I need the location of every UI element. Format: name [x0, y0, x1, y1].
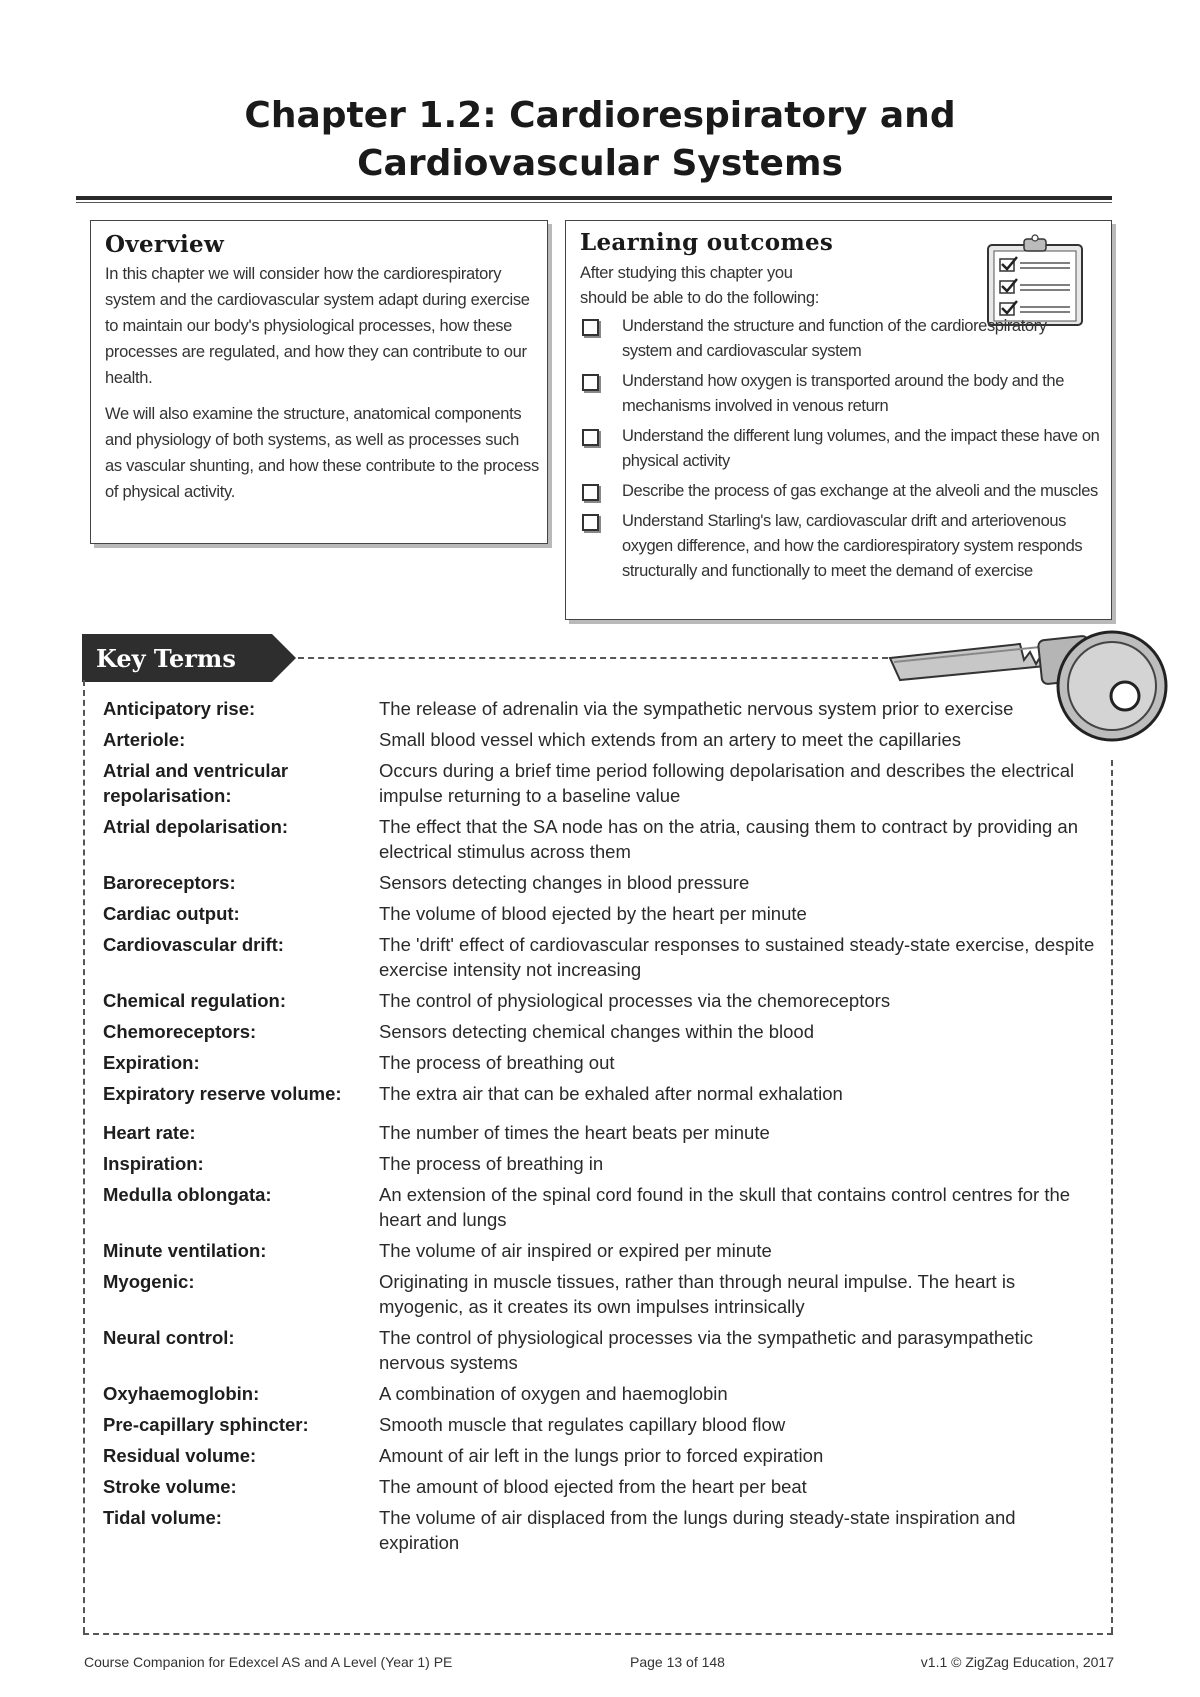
- footer-page-number: Page 13 of 148: [630, 1654, 725, 1670]
- outcome-item: [580, 509, 1100, 584]
- key-term-row: [103, 1474, 1103, 1499]
- key-term: Atrial depolarisation:: [103, 816, 289, 837]
- key-term-row: [103, 870, 1103, 895]
- key-terms-border-right: [1111, 760, 1113, 1633]
- key-term: Residual volume:: [103, 1445, 257, 1466]
- key-term: Oxyhaemoglobin:: [103, 1383, 260, 1404]
- key-term-row: [103, 1443, 1103, 1468]
- key-term-definition: The release of adrenalin via the sympathetic nervous system prior to exercise: [379, 698, 1014, 719]
- overview-heading: Overview: [105, 231, 225, 258]
- key-terms-list: [103, 696, 1103, 1561]
- outcome-text: Describe the process of gas exchange at the alveoli and the muscles: [622, 482, 1098, 500]
- title-rule-thin: [76, 202, 1112, 203]
- key-term: Tidal volume:: [103, 1507, 222, 1528]
- key-term-row: [103, 1081, 1103, 1106]
- key-term: Pre-capillary sphincter:: [103, 1414, 309, 1435]
- key-term-definition: The control of physiological processes via the chemoreceptors: [379, 990, 891, 1011]
- learning-outcomes-list: [580, 314, 1100, 589]
- checkbox-icon: [582, 484, 599, 501]
- key-term-row: [103, 1325, 1103, 1375]
- key-terms-heading: Key Terms: [96, 644, 236, 673]
- outcome-text: Understand Starling's law, cardiovascular drift and arteriovenous oxygen difference, and how the cardiorespiratory system responds structurally and functionally to meet the demand of exercise: [622, 512, 1083, 580]
- key-term-definition: The volume of blood ejected by the heart per minute: [379, 903, 807, 924]
- key-term-row: [103, 1151, 1103, 1176]
- intro-line-1: After studying this chapter you: [580, 264, 793, 282]
- key-terms-border-top: [298, 657, 888, 659]
- key-term-definition: Occurs during a brief time period following depolarisation and describes the electrical impulse returning to a baseline value: [379, 760, 1075, 806]
- outcome-item: [580, 479, 1100, 504]
- key-term: Anticipatory rise:: [103, 698, 256, 719]
- key-term: Neural control:: [103, 1327, 235, 1348]
- key-terms-border-bottom: [83, 1633, 1113, 1635]
- key-term-row: [103, 901, 1103, 926]
- key-term: Stroke volume:: [103, 1476, 237, 1497]
- key-terms-banner: [82, 634, 298, 682]
- key-term: Chemoreceptors:: [103, 1021, 257, 1042]
- key-term-row: [103, 814, 1103, 864]
- overview-paragraph-2: We will also examine the structure, anatomical components and physiology of both systems, as well as processes such as vascular shunting, and how these contribute to the process of physical activity.: [105, 405, 539, 501]
- intro-line-2: should be able to do the following:: [580, 289, 820, 307]
- key-term-definition: Sensors detecting chemical changes within the blood: [379, 1021, 815, 1042]
- key-term-row: [103, 727, 1103, 752]
- key-term-definition: Originating in muscle tissues, rather than through neural impulse. The heart is myogenic, as it creates its own impulses intrinsically: [379, 1271, 1016, 1317]
- title-line-1: Chapter 1.2: Cardiorespiratory and: [244, 95, 956, 136]
- learning-outcomes-intro: [580, 261, 960, 311]
- overview-box: [90, 220, 548, 544]
- key-term: Chemical regulation:: [103, 990, 286, 1011]
- key-term-row: [103, 1019, 1103, 1044]
- learning-outcomes-heading: Learning outcomes: [580, 229, 834, 256]
- overview-text: [105, 261, 539, 515]
- key-term-definition: The control of physiological processes via the sympathetic and parasympathetic nervous systems: [379, 1327, 1034, 1373]
- checkbox-icon: [582, 319, 599, 336]
- page-footer: [84, 1654, 1114, 1676]
- key-term: Minute ventilation:: [103, 1240, 267, 1261]
- key-term-definition: The 'drift' effect of cardiovascular responses to sustained steady-state exercise, despite exercise intensity not increasing: [379, 934, 1095, 980]
- key-term-row: [103, 1238, 1103, 1263]
- key-term-definition: Small blood vessel which extends from an artery to meet the capillaries: [379, 729, 961, 750]
- key-term-definition: Sensors detecting changes in blood pressure: [379, 872, 750, 893]
- checkbox-icon: [582, 374, 599, 391]
- key-term-row: [103, 1412, 1103, 1437]
- key-term-row: [103, 758, 1103, 808]
- key-term: Atrial and ventricular repolarisation:: [103, 760, 289, 806]
- title-rule-thick: [76, 196, 1112, 200]
- key-term-definition: The amount of blood ejected from the heart per beat: [379, 1476, 807, 1497]
- key-term: Arteriole:: [103, 729, 186, 750]
- key-term: Expiratory reserve volume:: [103, 1083, 342, 1104]
- key-term-row: [103, 988, 1103, 1013]
- key-term-definition: The process of breathing in: [379, 1153, 604, 1174]
- key-term-row: [103, 932, 1103, 982]
- outcome-item: [580, 314, 1100, 364]
- footer-book-title: Course Companion for Edexcel AS and A Level (Year 1) PE: [84, 1654, 453, 1670]
- key-term: Medulla oblongata:: [103, 1184, 272, 1205]
- key-term: Myogenic:: [103, 1271, 195, 1292]
- key-term: Inspiration:: [103, 1153, 204, 1174]
- footer-copyright: v1.1 © ZigZag Education, 2017: [920, 1654, 1114, 1670]
- key-term-definition: The extra air that can be exhaled after normal exhalation: [379, 1083, 843, 1104]
- key-term-row: [103, 1381, 1103, 1406]
- key-term-definition: The volume of air displaced from the lungs during steady-state inspiration and expiration: [379, 1507, 1016, 1553]
- key-term-row: [103, 1182, 1103, 1232]
- key-term-definition: Smooth muscle that regulates capillary blood flow: [379, 1414, 786, 1435]
- outcome-item: [580, 424, 1100, 474]
- outcome-text: Understand how oxygen is transported around the body and the mechanisms involved in venous return: [622, 372, 1064, 415]
- key-term-row: [103, 1269, 1103, 1319]
- key-term-row: [103, 1505, 1103, 1555]
- outcome-text: Understand the structure and function of the cardiorespiratory system and cardiovascular system: [622, 317, 1047, 360]
- key-term: Cardiovascular drift:: [103, 934, 284, 955]
- key-term-definition: The effect that the SA node has on the atria, causing them to contract by providing an electrical stimulus across them: [379, 816, 1078, 862]
- checkbox-icon: [582, 429, 599, 446]
- learning-outcomes-box: [565, 220, 1112, 620]
- key-term: Baroreceptors:: [103, 872, 236, 893]
- key-terms-border-left: [83, 680, 85, 1633]
- key-term-definition: An extension of the spinal cord found in the skull that contains control centres for the heart and lungs: [379, 1184, 1071, 1230]
- key-term-row: [103, 1050, 1103, 1075]
- key-term-definition: The volume of air inspired or expired per minute: [379, 1240, 772, 1261]
- key-term-row: [103, 1120, 1103, 1145]
- key-term: Heart rate:: [103, 1122, 196, 1143]
- checkbox-icon: [582, 514, 599, 531]
- key-term-row: [103, 696, 1103, 721]
- key-term-definition: The process of breathing out: [379, 1052, 615, 1073]
- page-title: [0, 92, 1200, 188]
- outcome-item: [580, 369, 1100, 419]
- outcome-text: Understand the different lung volumes, and the impact these have on physical activity: [622, 427, 1100, 470]
- title-line-2: Cardiovascular Systems: [357, 143, 843, 184]
- key-term-definition: The number of times the heart beats per minute: [379, 1122, 770, 1143]
- overview-paragraph-1: In this chapter we will consider how the cardiorespiratory system and the cardiovascular system adapt during exercise to maintain our body's physiological processes, how these processes are regulated, and how they can contribute to our health.: [105, 265, 530, 387]
- key-term: Expiration:: [103, 1052, 200, 1073]
- key-term-definition: Amount of air left in the lungs prior to forced expiration: [379, 1445, 824, 1466]
- key-term-definition: A combination of oxygen and haemoglobin: [379, 1383, 728, 1404]
- key-term: Cardiac output:: [103, 903, 240, 924]
